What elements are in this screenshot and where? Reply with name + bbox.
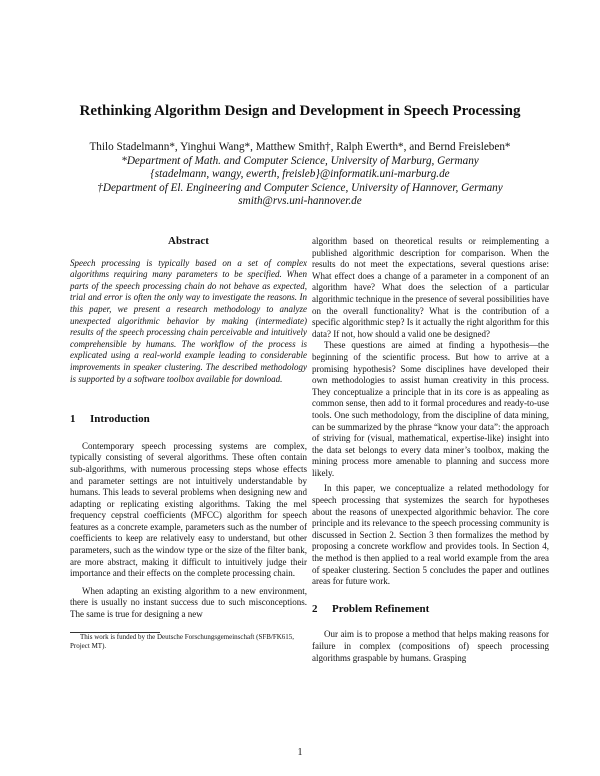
left-column bbox=[70, 236, 307, 652]
footnote: This work is funded by the Deutsche Forschungsgemeinschaft (SFB/FK615, Project MT). bbox=[70, 632, 295, 651]
section-heading-problem-refinement bbox=[312, 604, 549, 616]
section-title: Introduction bbox=[90, 413, 150, 426]
page-number: 1 bbox=[297, 747, 303, 758]
paragraph: These questions are aimed at finding a hypothesis—the beginning of the scientific process. But how to arrive at a promising hypothesis? Some disciplines have developed their own methodologies to assist human creativity in this process. They conceptualize a principle that in its core is as appealing as common sense, then add to it formal procedures and ready-to-use tools. One such methodology, from the discipline of data mining, can be summarized by the phrase “know your data”: the approach of striving for (visual, mathematical, expertise-like) insight into the data set belongs to every data miner’s toolbox, making the mining process more amenable to planning and success more likely. bbox=[312, 340, 549, 478]
section-heading-introduction bbox=[70, 414, 307, 426]
paragraph: Our aim is to propose a method that helps making reasons for failure in complex (compositions of) speech processing algorithms graspable by humans. Grasping bbox=[312, 629, 549, 663]
paragraph: Contemporary speech processing systems are complex, typically consisting of several algorithms. These often contain sub-algorithms, with numerous processing steps whose effects and parameter settings are not intuitively understandable by humans. This leads to several problems when designing new and adapting or replicating existing algorithms. Taking the mel frequency cepstral coefficients (MFCC) algorithm for speech features as a concrete example, parameters such as the number of coefficients to keep are relatively easy to understand, but other parameters, such as the window type or the size of the filter bank, are more abstract, making it difficult to intuitively judge their importance and their effects on the complete processing chain. bbox=[70, 440, 307, 579]
section-number: 1 bbox=[70, 413, 76, 426]
paragraph: In this paper, we conceptualize a related methodology for speech processing that systemizes the search for hypotheses about the reasons of unexpected algorithmic behavior. The core principle and its relevance to the speech processing community is discussed in Section 2. Section 3 then formalizes the method by proposing a concrete workflow and provides tools. In Section 4, the method is then applied to a real world example from the area of speaker clustering. Section 5 concludes the paper and outlines areas for future work. bbox=[312, 483, 549, 587]
author-block bbox=[0, 141, 600, 209]
right-column bbox=[312, 236, 549, 664]
email-hannover: smith@rvs.uni-hannover.de bbox=[238, 195, 362, 207]
paragraph: When adapting an existing algorithm to a new environment, there is usually no instant success due to such misconceptions. The same is true for designing a new bbox=[70, 585, 307, 620]
affiliation-marburg: *Department of Math. and Computer Science, University of Marburg, Germany bbox=[121, 154, 479, 167]
abstract-text: Speech processing is typically based on a set of complex algorithms requiring many parameters to be specified. When parts of the speech processing chain do not behave as expected, trial and error is often the only way to investigate the reasons. In this paper, we present a research methodology to analyze unexpected algorithmic behavior by making (intermediate) results of the speech processing chain perceivable and intuitively comprehensible by humans. The workflow of the process is explicated using a real-world example leading to considerable improvements in speaker clustering. The described methodology is supported by a software toolbox available for download. bbox=[70, 257, 307, 384]
email-marburg: {stadelmann, wangy, ewerth, freisleb}@informatik.uni-marburg.de bbox=[150, 168, 450, 180]
affiliation-hannover: †Department of El. Engineering and Computer Science, University of Hannover, Germany bbox=[97, 181, 503, 194]
paragraph: algorithm based on theoretical results or reimplementing a published algorithmic description for comparison. When the results do not meet the expectations, several questions arise: What effect does a change of a parameter in a component of an algorithm have? What does the selection of a particular algorithmic technique in the presence of several possibilities have on the overall functionality? What is the contribution of a specific algorithmic step? Is it actually the right algorithm for this data? If not, how should a valid one be designed? bbox=[312, 236, 549, 339]
section-number: 2 bbox=[312, 602, 318, 615]
section-title: Problem Refinement bbox=[332, 602, 430, 615]
authors-line: Thilo Stadelmann*, Yinghui Wang*, Matthew Smith†, Ralph Ewerth*, and Bernd Freisleben* bbox=[89, 141, 511, 153]
paper-title: Rethinking Algorithm Design and Development in Speech Processing bbox=[79, 103, 521, 119]
abstract-heading: Abstract bbox=[168, 235, 209, 247]
